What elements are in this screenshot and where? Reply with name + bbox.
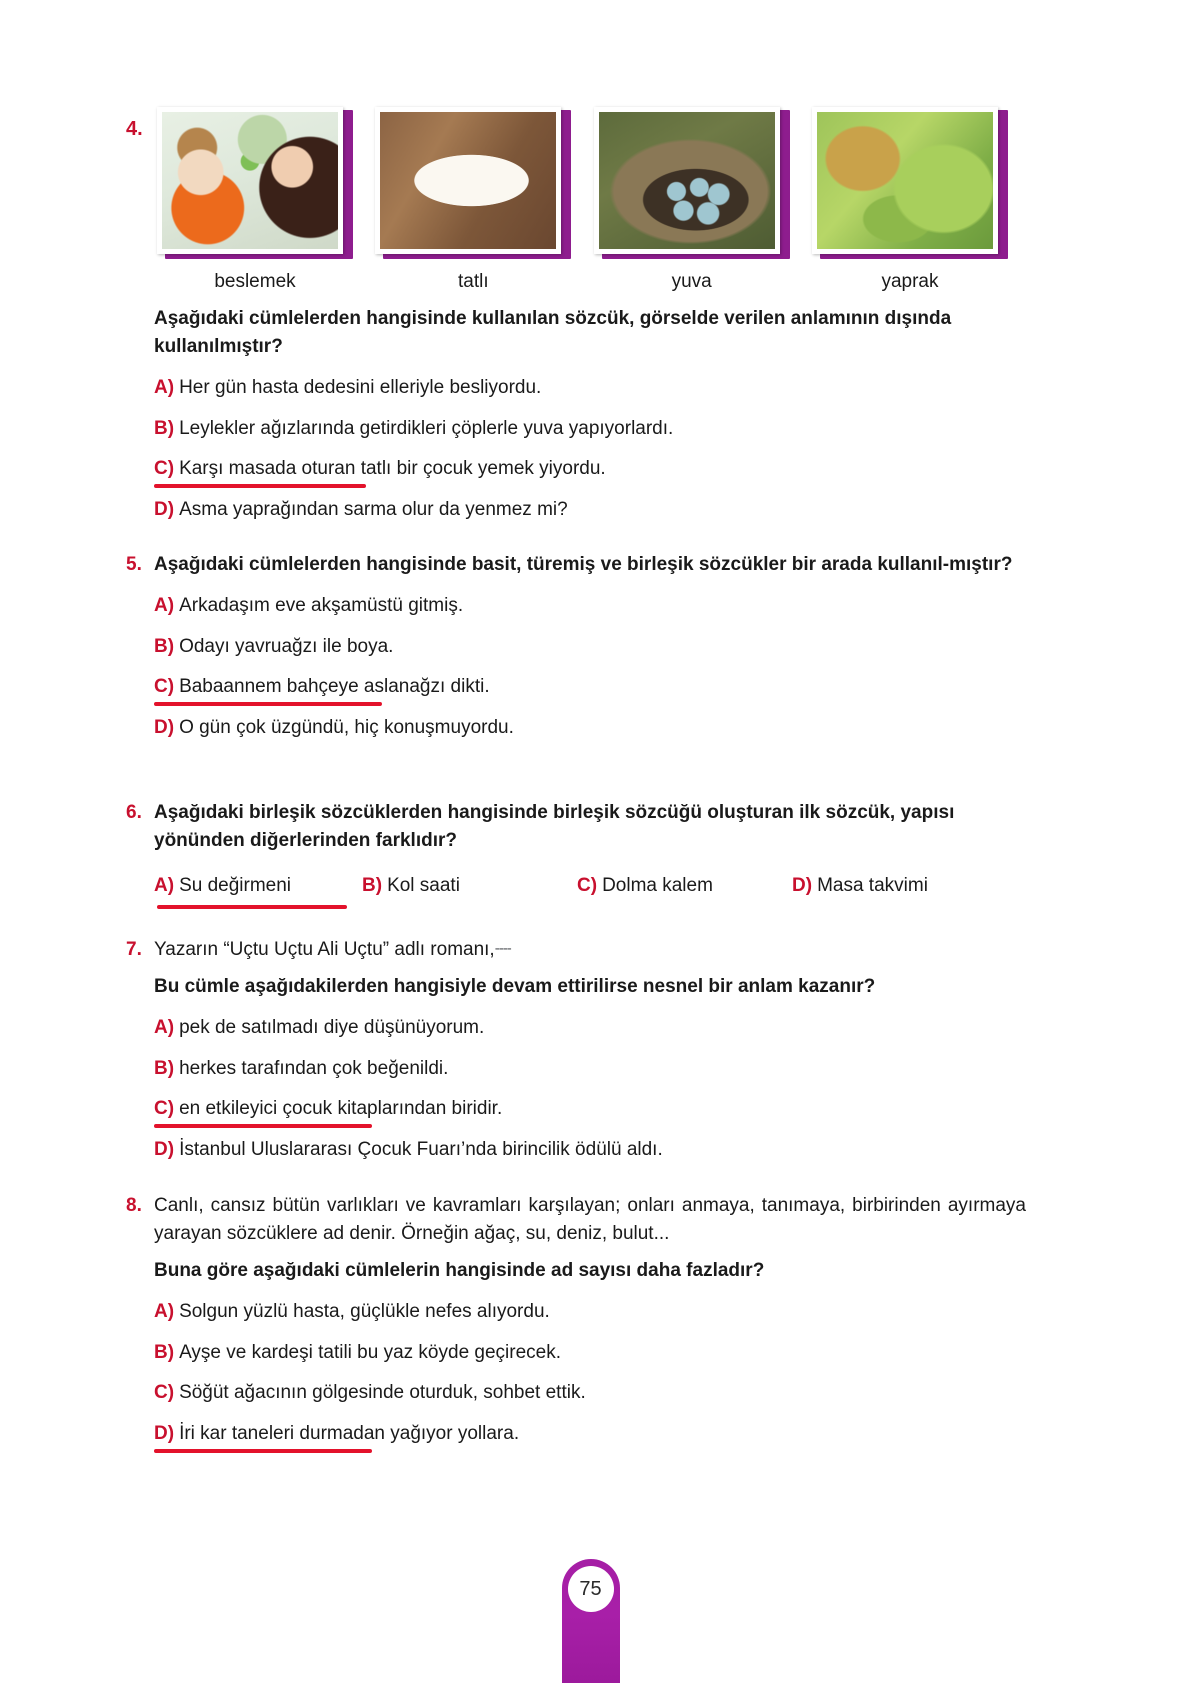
option-c[interactable] — [577, 873, 792, 900]
option-text: Kol saati — [387, 875, 460, 897]
image-caption: yaprak — [881, 271, 939, 292]
option-letter: D) — [154, 498, 175, 520]
option-b[interactable] — [154, 1339, 561, 1367]
option-letter: A) — [154, 1301, 175, 1323]
option-text: Söğüt ağacının gölgesinde oturduk, sohbet ettik. — [179, 1382, 586, 1404]
image-caption: tatlı — [458, 271, 489, 292]
leaf-photo — [817, 112, 993, 249]
option-letter: C) — [154, 1098, 175, 1120]
image-strip — [155, 104, 1010, 293]
question-8-stem: Canlı, cansız bütün varlıkları ve kavramları karşılayan; onları anmaya, tanımaya, birbirinden ayırmaya yarayan sözcüklere ad denir. Örneğin ağaç, su, deniz, bulut... — [154, 1195, 1026, 1245]
question-8-stem-row — [126, 1192, 1026, 1248]
option-d[interactable] — [154, 1136, 663, 1164]
nest-photo — [599, 112, 775, 249]
question-4-options — [154, 374, 1026, 523]
question-4-stem: Aşağıdaki cümlelerden hangisinde kullanılan sözcük, görselde verilen anlamının dışında kullanılmıştır? — [154, 308, 952, 358]
question-7-stem-text: Yazarın “Uçtu Uçtu Ali Uçtu” adlı romanı, — [154, 939, 495, 960]
option-letter: C) — [154, 676, 175, 698]
question-8-sub-stem: Buna göre aşağıdaki cümlelerin hangisinde ad sayısı daha fazladır? — [154, 1260, 765, 1282]
image-item-beslemek — [155, 104, 355, 293]
question-4-stem-row — [126, 305, 1026, 361]
image-item-yaprak — [810, 104, 1010, 293]
option-a[interactable] — [154, 1014, 484, 1042]
option-d[interactable] — [154, 1420, 519, 1448]
photo-white-frame — [375, 107, 561, 254]
option-letter: D) — [154, 1422, 175, 1444]
question-number-7: 7. — [126, 939, 142, 960]
option-text: Su değirmeni — [179, 875, 292, 897]
option-text: herkes tarafından çok beğenildi. — [179, 1057, 449, 1079]
question-7-sub-stem: Bu cümle aşağıdakilerden hangisiyle devam ettirilirse nesnel bir anlam kazanır? — [154, 976, 876, 998]
option-letter: D) — [154, 1138, 175, 1160]
option-d[interactable] — [154, 496, 568, 524]
question-number-8: 8. — [126, 1195, 142, 1216]
question-5-stem-row — [126, 551, 1026, 579]
option-text: pek de satılmadı diye düşünüyorum. — [179, 1017, 485, 1039]
option-d[interactable] — [154, 714, 514, 742]
option-a[interactable] — [154, 592, 463, 620]
option-a[interactable] — [154, 1298, 550, 1326]
question-5-stem: Aşağıdaki cümlelerden hangisinde basit, türemiş ve birleşik sözcükler bir arada kullanıl-mıştır? — [154, 554, 1013, 575]
option-letter: B) — [154, 635, 175, 657]
page-footer-tab — [562, 1559, 620, 1683]
option-text: Arkadaşım eve akşamüstü gitmiş. — [179, 595, 464, 617]
option-letter: B) — [154, 1341, 175, 1363]
question-6-options — [154, 873, 1026, 900]
option-b[interactable] — [154, 1055, 448, 1083]
photo-beslemek — [157, 104, 353, 259]
option-c[interactable] — [154, 1095, 502, 1123]
option-letter: A) — [154, 377, 175, 399]
dessert-photo — [380, 112, 556, 249]
option-c[interactable] — [154, 673, 490, 701]
image-caption: yuva — [671, 271, 712, 292]
option-text: Karşı masada oturan tatlı bir çocuk yemek yiyordu. — [179, 458, 606, 480]
question-number-6: 6. — [126, 802, 142, 823]
option-b[interactable] — [362, 873, 577, 900]
option-b[interactable] — [154, 415, 673, 443]
question-7-options — [154, 1014, 1026, 1163]
option-text: Dolma kalem — [602, 875, 713, 897]
option-letter: C) — [154, 458, 175, 480]
option-text: Babaannem bahçeye aslanağzı dikti. — [179, 676, 490, 698]
option-a[interactable] — [154, 873, 362, 900]
option-letter: A) — [154, 875, 175, 897]
option-d[interactable] — [792, 873, 928, 900]
option-text: en etkileyici çocuk kitaplarından biridir. — [179, 1098, 503, 1120]
option-c[interactable] — [154, 1379, 586, 1407]
image-caption: beslemek — [214, 271, 296, 292]
question-7-blank-dashes: ---- — [494, 940, 511, 957]
option-letter: D) — [154, 716, 175, 738]
page-number: 75 — [568, 1566, 614, 1612]
photo-yaprak — [812, 104, 1008, 259]
feeding-photo-art — [162, 112, 338, 249]
option-text: İstanbul Uluslararası Çocuk Fuarı’nda birincilik ödülü aldı. — [179, 1138, 663, 1160]
nest-photo-art — [599, 112, 775, 249]
question-5 — [126, 551, 1026, 741]
image-item-tatli — [373, 104, 573, 293]
image-item-yuva — [592, 104, 792, 293]
option-letter: B) — [154, 1057, 175, 1079]
option-letter: C) — [577, 875, 598, 897]
photo-white-frame — [812, 107, 998, 254]
option-text: Asma yaprağından sarma olur da yenmez mi? — [179, 498, 568, 520]
option-letter: D) — [792, 875, 813, 897]
option-letter: B) — [362, 875, 383, 897]
option-a[interactable] — [154, 374, 541, 402]
option-text: Masa takvimi — [817, 875, 928, 897]
feeding-photo — [162, 112, 338, 249]
question-number-4: 4. — [126, 118, 143, 140]
photo-yuva — [594, 104, 790, 259]
option-text: Solgun yüzlü hasta, güçlükle nefes alıyordu. — [179, 1301, 550, 1323]
question-7-stem-row — [126, 936, 1026, 964]
option-text: Ayşe ve kardeşi tatili bu yaz köyde geçirecek. — [179, 1341, 562, 1363]
question-number-5: 5. — [126, 554, 142, 575]
option-text: İri kar taneleri durmadan yağıyor yollara. — [179, 1422, 520, 1444]
question-8 — [126, 1192, 1026, 1448]
question-6 — [126, 799, 1026, 900]
option-text: Her gün hasta dedesini elleriyle besliyordu. — [179, 377, 542, 399]
leaf-photo-art — [817, 112, 993, 249]
option-letter: A) — [154, 1017, 175, 1039]
photo-white-frame — [594, 107, 780, 254]
question-6-stem-row — [126, 799, 1026, 855]
option-c[interactable] — [154, 455, 606, 483]
option-b[interactable] — [154, 633, 393, 661]
photo-white-frame — [157, 107, 343, 254]
question-8-options — [154, 1298, 1026, 1447]
question-7-stem — [154, 936, 1026, 964]
option-letter: C) — [154, 1382, 175, 1404]
option-text: Leylekler ağızlarında getirdikleri çöplerle yuva yapıyorlardı. — [179, 417, 674, 439]
photo-tatli — [375, 104, 571, 259]
option-letter: B) — [154, 417, 175, 439]
option-text: Odayı yavruağzı ile boya. — [179, 635, 394, 657]
option-letter: A) — [154, 595, 175, 617]
question-5-options — [154, 592, 1026, 741]
option-text: O gün çok üzgündü, hiç konuşmuyordu. — [179, 716, 514, 738]
question-6-stem: Aşağıdaki birleşik sözcüklerden hangisinde birleşik sözcüğü oluşturan ilk sözcük, yapısı yönünden diğerlerinden farklıdır? — [154, 802, 955, 852]
question-4 — [126, 305, 1026, 523]
dessert-photo-art — [380, 112, 556, 249]
question-7 — [126, 936, 1026, 1163]
